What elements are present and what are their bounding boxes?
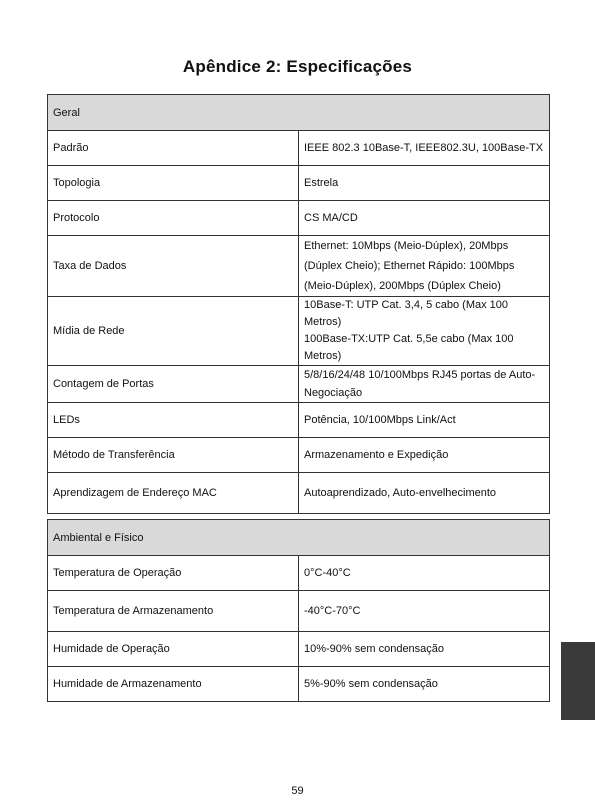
- spec-value-cell: [299, 297, 550, 366]
- spec-label: Contagem de Portas: [48, 366, 299, 403]
- spec-value: 0°C-40°C: [299, 556, 550, 591]
- spec-label: Topologia: [48, 166, 299, 201]
- spec-value: Estrela: [299, 166, 550, 201]
- spec-value: IEEE 802.3 10Base-T, IEEE802.3U, 100Base-TX: [299, 131, 550, 166]
- spec-value: Armazenamento e Expedição: [299, 438, 550, 473]
- spec-value-line: 100Base-TX:UTP Cat. 5,5e cabo (Max 100 Metros): [304, 333, 514, 362]
- table-row: [48, 403, 550, 438]
- section-header-environment: Ambiental e Físico: [48, 520, 550, 556]
- table-row: [48, 297, 550, 366]
- table-row: [48, 632, 550, 667]
- spec-label: Humidade de Armazenamento: [48, 667, 299, 702]
- spec-value: Ethernet: 10Mbps (Meio-Dúplex), 20Mbps (Dúplex Cheio); Ethernet Rápido: 100Mbps (Meio-Dúplex), 200Mbps (Dúplex Cheio): [299, 236, 550, 297]
- spec-label: Protocolo: [48, 201, 299, 236]
- spec-value-line: 10Base-T: UTP Cat. 3,4, 5 cabo (Max 100 Metros): [304, 299, 509, 328]
- spec-label: Método de Transferência: [48, 438, 299, 473]
- spec-value: 5/8/16/24/48 10/100Mbps RJ45 portas de Auto-Negociação: [299, 366, 550, 403]
- page-number: 59: [291, 785, 304, 797]
- chapter-side-tab: [561, 642, 595, 720]
- table-header-row: [48, 520, 550, 556]
- spec-label: Temperatura de Operação: [48, 556, 299, 591]
- table-row: [48, 438, 550, 473]
- table-row: [48, 166, 550, 201]
- table-row: [48, 236, 550, 297]
- table-row: [48, 667, 550, 702]
- page-title: Apêndice 2: Especificações: [182, 57, 413, 76]
- spec-label: LEDs: [48, 403, 299, 438]
- section-header-general: Geral: [48, 95, 550, 131]
- table-row: [48, 591, 550, 632]
- spec-value: Potência, 10/100Mbps Link/Act: [299, 403, 550, 438]
- table-row: [48, 473, 550, 514]
- spec-label: Aprendizagem de Endereço MAC: [48, 473, 299, 514]
- spec-label: Mídia de Rede: [48, 297, 299, 366]
- table-row: [48, 131, 550, 166]
- spec-label: Padrão: [48, 131, 299, 166]
- spec-value: Autoaprendizado, Auto-envelhecimento: [299, 473, 550, 514]
- spec-value: 5%-90% sem condensação: [299, 667, 550, 702]
- spec-label: Temperatura de Armazenamento: [48, 591, 299, 632]
- spec-value: 10%-90% sem condensação: [299, 632, 550, 667]
- spec-label: Taxa de Dados: [48, 236, 299, 297]
- spec-value: CS MA/CD: [299, 201, 550, 236]
- table-row: [48, 366, 550, 403]
- spec-label: Humidade de Operação: [48, 632, 299, 667]
- table-header-row: [48, 95, 550, 131]
- table-row: [48, 201, 550, 236]
- general-spec-table: [47, 94, 550, 514]
- environment-spec-table: [47, 519, 550, 702]
- spec-value: -40°C-70°C: [299, 591, 550, 632]
- table-row: [48, 556, 550, 591]
